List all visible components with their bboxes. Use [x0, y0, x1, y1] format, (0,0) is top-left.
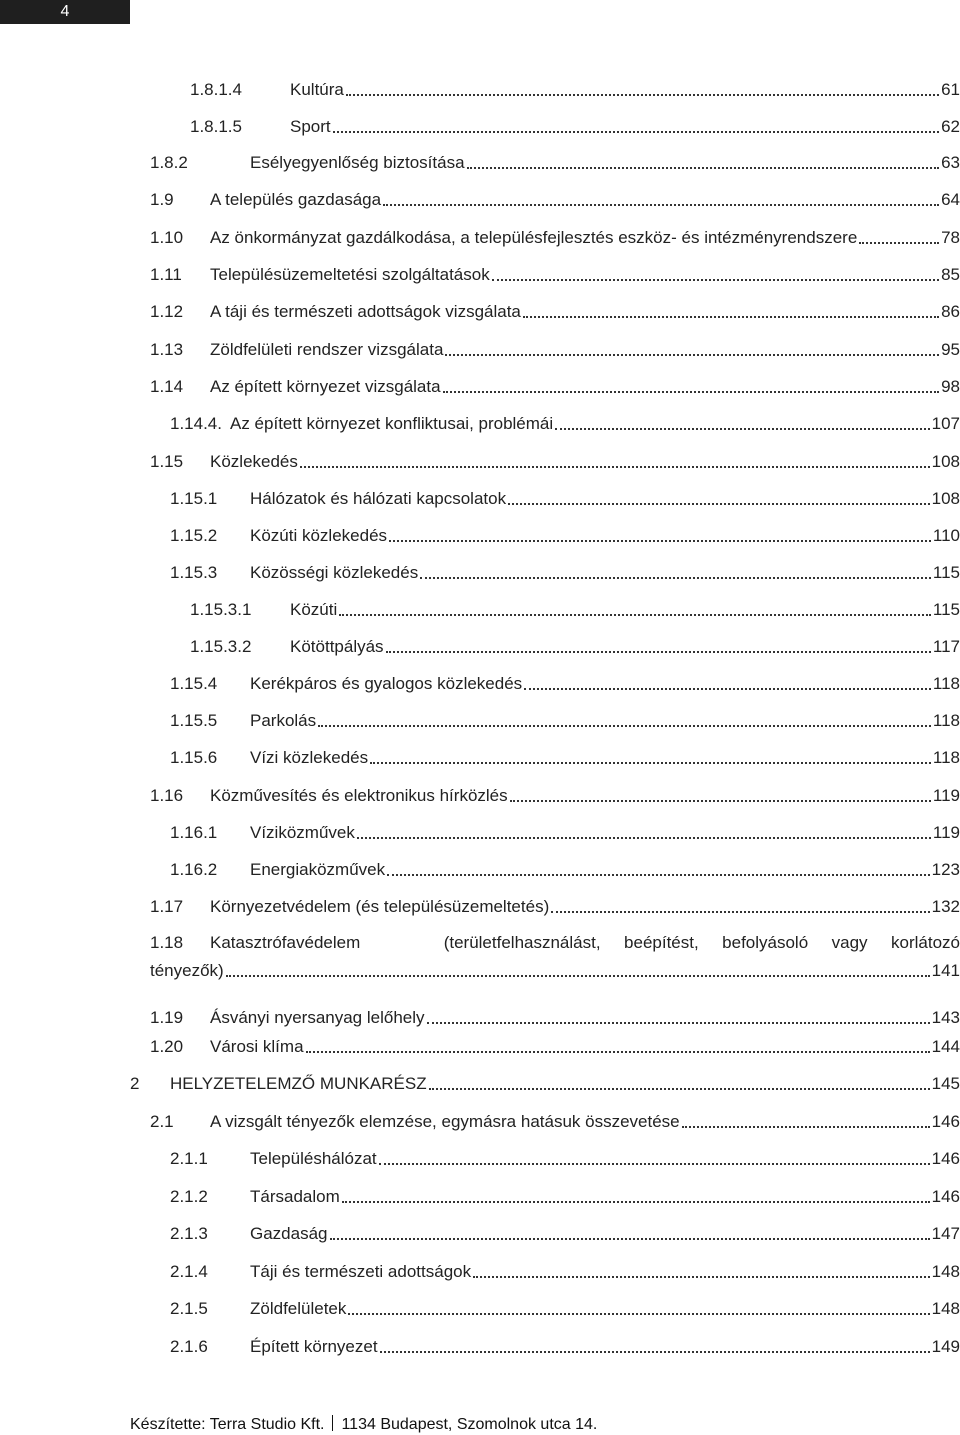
toc-leader-dots	[555, 428, 929, 430]
toc-entry[interactable]	[170, 1337, 960, 1357]
toc-entry[interactable]	[150, 340, 960, 360]
toc-title-word: (területfelhasználást,	[443, 933, 601, 952]
toc-number: 1.9	[150, 190, 174, 209]
toc-leader-dots	[300, 466, 930, 468]
toc-entry[interactable]	[150, 265, 960, 285]
toc-page-number: 118	[932, 711, 960, 730]
toc-title-word: beépítést,	[624, 933, 699, 952]
toc-title: Kultúra	[290, 80, 344, 99]
toc-title: Vízi közlekedés	[250, 748, 369, 767]
toc-leader-dots	[380, 1351, 930, 1353]
toc-entry[interactable]	[150, 452, 960, 472]
toc-page-number: 144	[931, 1037, 960, 1056]
toc-title: Közösségi közlekedés	[250, 563, 419, 582]
toc-leader-dots	[387, 874, 930, 876]
toc-title: Közlekedés	[210, 452, 298, 471]
toc-page-number: 61	[941, 80, 960, 99]
toc-leader-dots	[682, 1126, 930, 1128]
toc-title: Hálózatok és hálózati kapcsolatok	[250, 489, 507, 508]
toc-title: Kötöttpályás	[290, 637, 384, 656]
toc-number: 1.8.2	[150, 153, 188, 172]
toc-entry[interactable]	[150, 377, 960, 397]
toc-number: 1.16.1	[170, 823, 218, 842]
toc-title: Épített környezet	[250, 1337, 378, 1356]
toc-entry[interactable]	[190, 637, 960, 657]
toc-page-number: 118	[932, 748, 960, 767]
footer-separator	[332, 1415, 333, 1431]
toc-number: 1.17	[150, 897, 184, 916]
toc-number: 2.1.6	[170, 1337, 208, 1356]
toc-number: 1.15.3	[170, 563, 218, 582]
toc-leader-dots	[389, 540, 931, 542]
toc-leader-dots	[342, 1201, 930, 1203]
toc-title: tényezők)	[150, 961, 224, 980]
toc-entry[interactable]	[190, 117, 960, 137]
toc-title: Gazdaság	[250, 1224, 328, 1243]
toc-title: Víziközművek	[250, 823, 355, 842]
toc-entry[interactable]	[150, 190, 960, 210]
toc-title-word: vagy	[831, 933, 868, 952]
toc-title: Energiaközművek	[250, 860, 386, 879]
toc-title: HELYZETELEMZŐ MUNKARÉSZ	[170, 1074, 427, 1093]
toc-leader-dots	[370, 762, 931, 764]
toc-entry[interactable]	[150, 786, 960, 806]
toc-leader-dots	[427, 1022, 930, 1024]
toc-number: 1.11	[150, 265, 182, 284]
toc-entry[interactable]	[150, 228, 960, 248]
toc-number: 1.14	[150, 377, 184, 396]
toc-number: 1.14.4.	[170, 414, 222, 433]
toc-title: Településüzemeltetési szolgáltatások	[210, 265, 490, 284]
toc-title: Környezetvédelem (és településüzemeltetés)	[210, 897, 550, 916]
toc-entry[interactable]	[190, 80, 960, 100]
toc-entry[interactable]	[170, 1187, 960, 1207]
toc-entry[interactable]	[150, 1112, 960, 1132]
toc-page-number: 107	[931, 414, 960, 433]
toc-leader-dots	[510, 800, 931, 802]
toc-number: 1.15.3.2	[190, 637, 252, 656]
toc-entry[interactable]	[150, 302, 960, 322]
toc-entry[interactable]	[150, 1037, 960, 1057]
toc-entry[interactable]	[170, 1262, 960, 1282]
toc-leader-dots	[524, 688, 931, 690]
toc-title: Táji és természeti adottságok	[250, 1262, 472, 1281]
toc-leader-dots	[508, 503, 930, 505]
toc-page-number: 141	[931, 961, 960, 980]
toc-number: 1.16	[150, 786, 184, 805]
toc-leader-dots	[467, 167, 940, 169]
toc-title: Közúti közlekedés	[250, 526, 388, 545]
toc-title: Zöldfelületek	[250, 1299, 347, 1318]
toc-title: Zöldfelületi rendszer vizsgálata	[210, 340, 444, 359]
toc-entry[interactable]	[190, 600, 960, 620]
toc-title: Közúti	[290, 600, 338, 619]
toc-leader-dots	[445, 354, 939, 356]
toc-entry[interactable]	[150, 897, 960, 917]
toc-page-number: 143	[931, 1008, 960, 1027]
toc-page-number: 115	[932, 563, 960, 582]
toc-leader-dots	[859, 242, 939, 244]
toc-entry[interactable]	[170, 1224, 960, 1244]
toc-page-number: 64	[941, 190, 960, 209]
toc-page-number: 78	[941, 228, 960, 247]
toc-leader-dots	[420, 577, 931, 579]
toc-entry[interactable]	[170, 674, 960, 694]
toc-entry[interactable]	[170, 526, 960, 546]
toc-leader-dots	[333, 131, 939, 133]
toc-entry[interactable]	[170, 823, 960, 843]
toc-leader-dots	[318, 725, 931, 727]
toc-title: Az épített környezet konfliktusai, problémái	[230, 414, 554, 433]
toc-page-number: 118	[932, 674, 960, 693]
toc-title: Ásványi nyersanyag lelőhely	[210, 1008, 425, 1027]
footer	[130, 1415, 597, 1435]
toc-title: A vizsgált tényezők elemzése, egymásra hatásuk összevetése	[210, 1112, 680, 1131]
toc-page-number: 95	[941, 340, 960, 359]
toc-page-number: 119	[932, 786, 960, 805]
footer-address: 1134 Budapest, Szomolnok utca 14.	[341, 1416, 598, 1433]
toc-title: Kerékpáros és gyalogos közlekedés	[250, 674, 523, 693]
toc-title-line	[210, 933, 960, 953]
toc-title: Településhálózat	[250, 1149, 377, 1168]
toc-entry[interactable]	[170, 489, 960, 509]
toc-leader-dots	[492, 279, 939, 281]
toc-number: 1.15.2	[170, 526, 218, 545]
toc-entry[interactable]	[170, 414, 960, 434]
toc-leader-dots	[443, 391, 940, 393]
toc-entry[interactable]	[170, 1299, 960, 1319]
toc-title: A település gazdasága	[210, 190, 382, 209]
toc-title: Városi klíma	[210, 1037, 304, 1056]
toc-page-number: 149	[931, 1337, 960, 1356]
toc-leader-dots	[429, 1088, 930, 1090]
toc-number: 1.16.2	[170, 860, 218, 879]
toc-number: 2.1.3	[170, 1224, 208, 1243]
toc-page-number: 146	[931, 1112, 960, 1131]
toc-leader-dots	[379, 1163, 930, 1165]
toc-title: Az önkormányzat gazdálkodása, a településfejlesztés eszköz- és intézményrendszere	[210, 228, 858, 247]
toc-number: 1.12	[150, 302, 184, 321]
toc-leader-dots	[226, 975, 930, 977]
toc-number: 1.19	[150, 1008, 184, 1027]
toc-entry[interactable]	[170, 563, 960, 583]
toc-number: 2.1.2	[170, 1187, 208, 1206]
toc-leader-dots	[339, 614, 931, 616]
toc-title: Az épített környezet vizsgálata	[210, 377, 441, 396]
toc-leader-dots	[386, 651, 931, 653]
toc-leader-dots	[383, 204, 939, 206]
toc-title: Társadalom	[250, 1187, 340, 1206]
toc-page-number: 86	[941, 302, 960, 321]
toc-leader-dots	[473, 1276, 930, 1278]
toc-title: Esélyegyenlőség biztosítása	[250, 153, 465, 172]
toc-page-number: 148	[931, 1262, 960, 1281]
toc-number: 1.15.1	[170, 489, 218, 508]
toc-number: 2.1.5	[170, 1299, 208, 1318]
toc-number: 1.15.4	[170, 674, 218, 693]
toc-entry[interactable]	[130, 1074, 960, 1094]
toc-title: A táji és természeti adottságok vizsgálata	[210, 302, 521, 321]
page-number-badge: 4	[0, 0, 130, 24]
toc-number: 1.8.1.4	[190, 80, 242, 99]
toc-entry[interactable]	[170, 748, 960, 768]
toc-entry[interactable]	[170, 711, 960, 731]
toc-number: 1.15.6	[170, 748, 218, 767]
toc-page-number: 132	[931, 897, 960, 916]
toc-entry[interactable]	[170, 1149, 960, 1169]
toc-number: 1.15	[150, 452, 184, 471]
toc-leader-dots	[551, 911, 929, 913]
toc-number: 2	[130, 1074, 140, 1093]
toc-page-number: 85	[941, 265, 960, 284]
toc-page-number: 108	[931, 489, 960, 508]
toc-leader-dots	[306, 1051, 930, 1053]
toc-page-number: 117	[932, 637, 960, 656]
toc-title-word: befolyásoló	[722, 933, 809, 952]
toc-title: Közművesítés és elektronikus hírközlés	[210, 786, 508, 805]
toc-page-number: 119	[932, 823, 960, 842]
toc-page-number: 62	[941, 117, 960, 136]
toc-entry[interactable]	[170, 860, 960, 880]
toc-number: 2.1.1	[170, 1149, 208, 1168]
toc-page-number: 123	[931, 860, 960, 879]
toc-number: 1.13	[150, 340, 184, 359]
toc-page-number: 63	[941, 153, 960, 172]
footer-company: Készítette: Terra Studio Kft.	[130, 1416, 325, 1433]
toc-page-number: 145	[931, 1074, 960, 1093]
toc-number: 1.15.3.1	[190, 600, 252, 619]
toc-entry[interactable]	[150, 933, 960, 953]
toc-leader-dots	[357, 837, 931, 839]
toc-leader-dots	[348, 1313, 929, 1315]
toc-number: 2.1.4	[170, 1262, 208, 1281]
toc-leader-dots	[330, 1238, 930, 1240]
toc-number: 1.10	[150, 228, 184, 247]
toc-entry[interactable]	[150, 1008, 960, 1028]
toc-title: Sport	[290, 117, 331, 136]
toc-title-word: korlátozó	[891, 933, 960, 952]
toc-page-number: 146	[931, 1187, 960, 1206]
toc-page-number: 147	[931, 1224, 960, 1243]
toc-page-number: 146	[931, 1149, 960, 1168]
toc-entry-continuation[interactable]	[150, 961, 960, 981]
toc-title: Parkolás	[250, 711, 317, 730]
toc-number: 1.8.1.5	[190, 117, 242, 136]
toc-number: 1.15.5	[170, 711, 218, 730]
toc-title-word: Katasztrófavédelem	[210, 933, 361, 952]
toc-page-number: 115	[932, 600, 960, 619]
toc-leader-dots	[523, 316, 939, 318]
toc-page-number: 110	[932, 526, 960, 545]
toc-number: 2.1	[150, 1112, 174, 1131]
toc-page-number: 148	[931, 1299, 960, 1318]
toc-page-number: 108	[931, 452, 960, 471]
toc-number: 1.18	[150, 933, 184, 952]
toc-number: 1.20	[150, 1037, 184, 1056]
toc-page-number: 98	[941, 377, 960, 396]
toc-entry[interactable]	[150, 153, 960, 173]
toc-leader-dots	[346, 94, 939, 96]
